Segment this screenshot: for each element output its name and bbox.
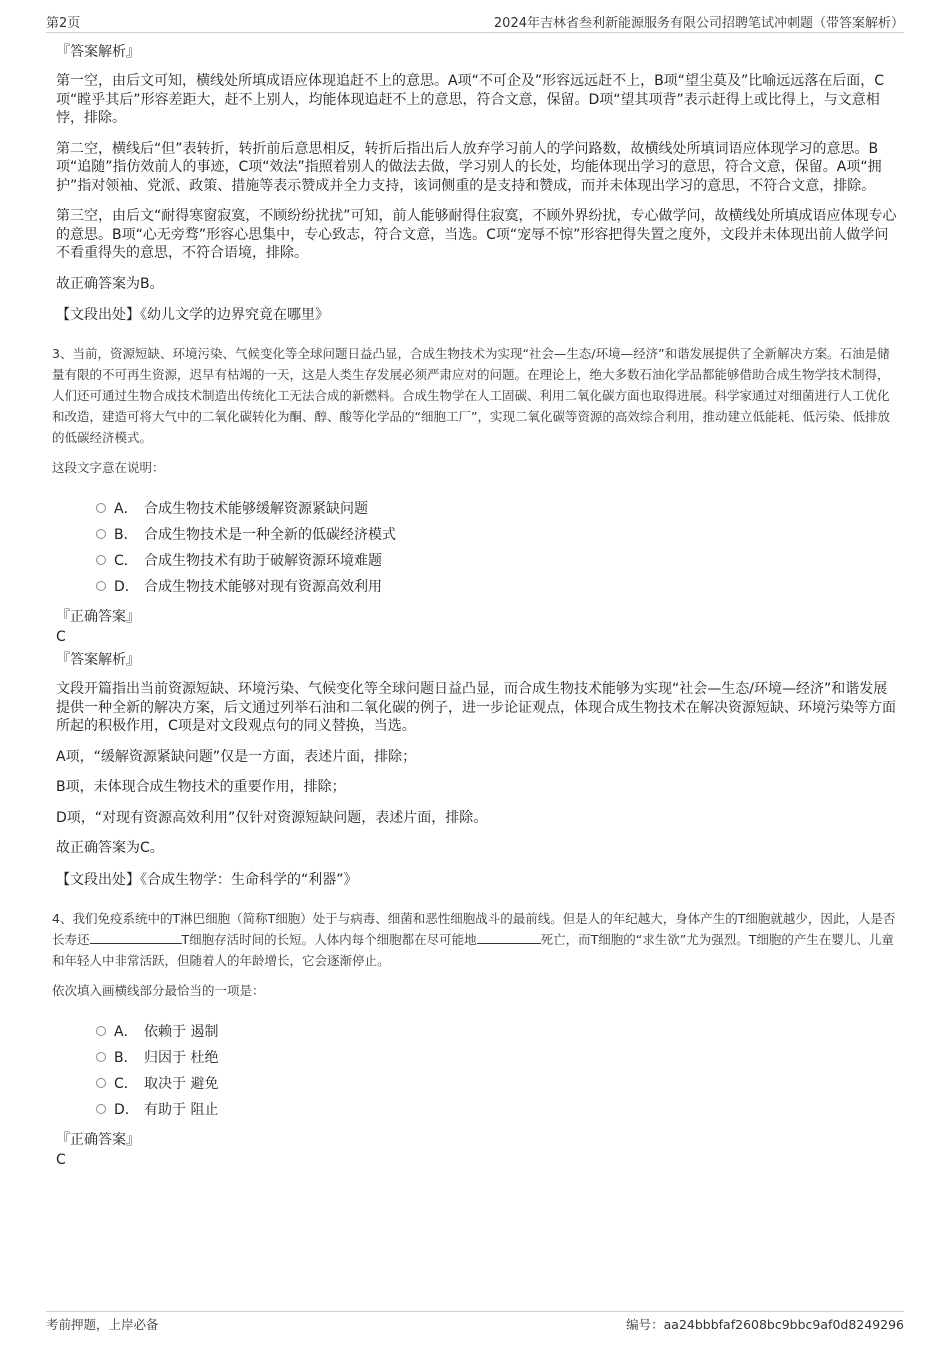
analysis-paragraph: 第二空，横线后“但”表转折，转折前后意思相反，转折后指出后人放弃学习前人的学问路数，故横线处所填词语应体现学习的意思。B项“追随”指仿效前人的事迹，C项“效法”指照着别人的做法去做，学习别人的长处，均能体现出学习的意思，符合文意，保留。A项“拥护”指对领袖、党派、政策、措施等表示赞成并全力支持，该词侧重的是支持和赞成，而并未体现出学习的意思，不符合文意，排除。 <box>56 140 882 194</box>
analysis-label: 『答案解析』 <box>56 44 140 60</box>
option-b[interactable]: B． 合成生物技术是一种全新的低碳经济模式 <box>96 522 898 548</box>
radio-icon[interactable] <box>96 529 106 539</box>
q2-analysis <box>56 42 898 325</box>
document-body <box>52 42 898 1171</box>
footer-slogan: 考前押题，上岸必备 <box>46 1317 159 1332</box>
answer-label: 『正确答案』 <box>56 609 140 625</box>
radio-icon[interactable] <box>96 555 106 565</box>
option-a[interactable]: A． 合成生物技术能够缓解资源紧缺问题 <box>96 496 898 522</box>
passage-source: 【文段出处】《幼儿文学的边界究竟在哪里》 <box>56 307 329 323</box>
radio-icon[interactable] <box>96 1104 106 1114</box>
question-text: 3、当前，资源短缺、环境污染、气候变化等全球问题日益凸显，合成生物技术为实现“社会—生态/环境—经济”和谐发展提供了全新解决方案。石油是储量有限的不可再生资源，迟早有枯竭的一天，这是人类生存发展必须严肃应对的问题。在理论上，绝大多数石油化学品都能够借助合成生物学技术制得，人们还可通过生物合成技术制造出传统化工无法合成的新燃料。合成生物学在人工固碳、利用二氧化碳方面也取得进展。科学家通过对细菌进行人工优化和改造，建造可将大气中的二氧化碳转化为酮、醇、酸等化学品的“细胞工厂”，实现二氧化碳等资源的高效综合利用，推动建立低能耗、低污染、低排放的低碳经济模式。 <box>52 346 890 445</box>
fill-blank-1 <box>90 931 182 944</box>
page-footer <box>46 1311 904 1332</box>
radio-icon[interactable] <box>96 1078 106 1088</box>
page-header <box>46 12 904 33</box>
question-3 <box>52 343 898 890</box>
option-list <box>96 1019 898 1123</box>
radio-icon[interactable] <box>96 503 106 513</box>
analysis-paragraph: 第三空，由后文“耐得寒窗寂寞，不顾纷纷扰扰”可知，前人能够耐得住寂寞，不顾外界纷扰，专心做学问，故横线处所填成语应体现专心的意思。B项“心无旁骛”形容心思集中，专心致志，符合文意，当选。C项“宠辱不惊”形容把得失置之度外，文段并未体现出前人做学问不看重得失的意思，不符合语境，排除。 <box>56 208 897 261</box>
radio-icon[interactable] <box>96 1052 106 1062</box>
page-number: 第2页 <box>46 16 81 31</box>
answer-label: 『正确答案』 <box>56 1131 140 1148</box>
question-4 <box>52 908 898 1169</box>
fill-blank-2 <box>477 931 541 944</box>
question-text: 4、我们免疫系统中的T淋巴细胞（简称T细胞）处于与病毒、细菌和恶性细胞战斗的最前线。但是人的年纪越大，身体产生的T细胞就越少，因此，人是否长寿还 T细胞存活时间的长短。人体内每个细胞都在尽可能地 死亡，而T细胞的“求生欲”尤为强烈。T细胞的产生在婴儿、儿童和年轻人中非常活跃，但随着人的年龄增长，它会逐渐停止。 <box>52 910 896 968</box>
option-c[interactable]: C． 合成生物技术有助于破解资源环境难题 <box>96 548 898 574</box>
analysis-paragraph: 文段开篇指出当前资源短缺、环境污染、气候变化等全球问题日益凸显，而合成生物技术能够为实现“社会—生态/环境—经济”和谐发展提供一种全新的解决方案，后文通过列举石油和二氧化碳的例子，进一步论证观点，体现合成生物技术在解决资源短缺、环境污染等方面所起的积极作用，C项是对文段观点句的同义替换，当选。 <box>56 681 896 734</box>
question-prompt: 依次填入画横线部分最恰当的一项是： <box>52 982 265 998</box>
correct-answer: C <box>56 1151 66 1168</box>
option-d[interactable]: D． 有助于 阻止 <box>96 1097 898 1123</box>
option-c[interactable]: C． 取决于 避免 <box>96 1071 898 1097</box>
option-list <box>96 496 898 600</box>
question-prompt: 这段文字意在说明： <box>52 460 165 475</box>
analysis-paragraph: D项，“对现有资源高效利用”仅针对资源短缺问题，表述片面，排除。 <box>56 809 488 826</box>
document-code: 编号：aa24bbbfaf2608bc9bbc9af0d8249296 <box>626 1317 904 1332</box>
analysis-paragraph: A项，“缓解资源紧缺问题”仅是一方面，表述片面，排除； <box>56 748 417 765</box>
correct-answer: C <box>56 629 66 645</box>
passage-source: 【文段出处】《合成生物学：生命科学的“利器”》 <box>56 871 358 888</box>
radio-icon[interactable] <box>96 1026 106 1036</box>
analysis-conclusion: 故正确答案为B。 <box>56 275 164 292</box>
option-a[interactable]: A． 依赖于 遏制 <box>96 1019 898 1045</box>
analysis-label: 『答案解析』 <box>56 652 140 668</box>
radio-icon[interactable] <box>96 581 106 591</box>
analysis-conclusion: 故正确答案为C。 <box>56 840 164 856</box>
option-b[interactable]: B． 归因于 杜绝 <box>96 1045 898 1071</box>
analysis-paragraph: B项，未体现合成生物技术的重要作用，排除； <box>56 779 346 795</box>
document-title: 2024年吉林省叁利新能源服务有限公司招聘笔试冲刺题（带答案解析） <box>493 16 904 31</box>
analysis-paragraph: 第一空，由后文可知，横线处所填成语应体现追赶不上的意思。A项“不可企及”形容远远赶不上，B项“望尘莫及”比喻远远落在后面，C项“瞠乎其后”形容差距大，赶不上别人，均能体现追赶不上的意思，符合文意，保留。D项“望其项背”表示赶得上或比得上，与文意相悖，排除。 <box>56 73 884 126</box>
option-d[interactable]: D． 合成生物技术能够对现有资源高效利用 <box>96 574 898 600</box>
